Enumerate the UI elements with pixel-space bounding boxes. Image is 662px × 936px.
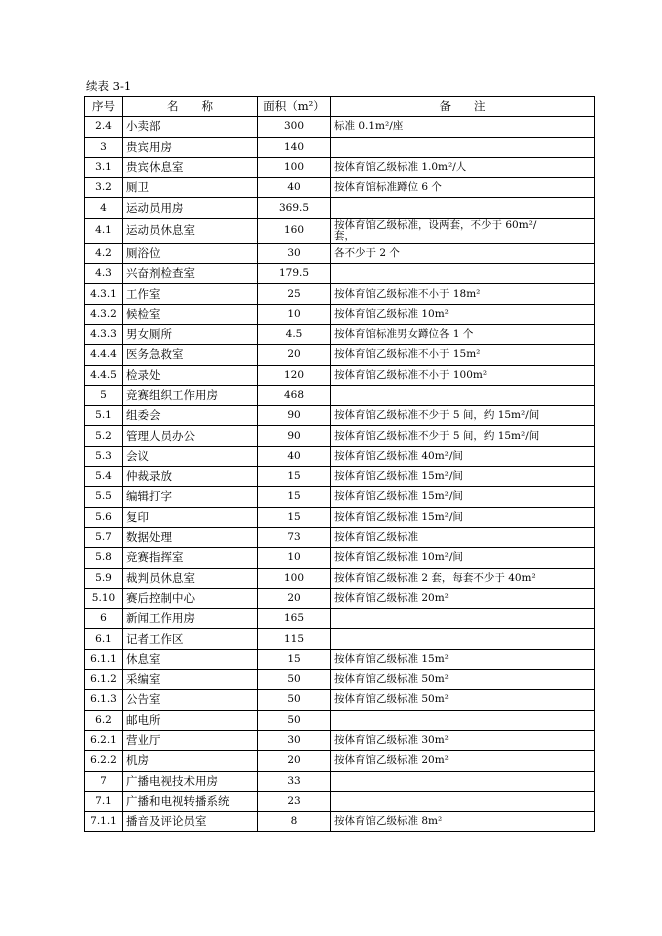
cell-note: 按体育馆乙级标准，设两套，不少于 60m²/ 套， bbox=[331, 218, 595, 243]
cell-area: 15 bbox=[258, 487, 331, 507]
cell-note bbox=[331, 137, 595, 157]
table-row bbox=[85, 812, 595, 832]
cell-note: 按体育馆乙级标准不小于 100m² bbox=[331, 365, 595, 385]
cell-area: 10 bbox=[258, 548, 331, 568]
table-row bbox=[85, 771, 595, 791]
cell-name: 医务急救室 bbox=[123, 345, 258, 365]
cell-no: 3 bbox=[85, 137, 123, 157]
table-row bbox=[85, 588, 595, 608]
table-row bbox=[85, 730, 595, 750]
cell-note: 按体育馆乙级标准不少于 5 间，约 15m²/间 bbox=[331, 406, 595, 426]
cell-name: 广播和电视转播系统 bbox=[123, 791, 258, 811]
cell-name: 运动员休息室 bbox=[123, 218, 258, 243]
cell-area: 23 bbox=[258, 791, 331, 811]
cell-name: 小卖部 bbox=[123, 117, 258, 137]
cell-note: 按体育馆标准男女蹲位各 1 个 bbox=[331, 324, 595, 344]
cell-note: 按体育馆乙级标准 50m² bbox=[331, 670, 595, 690]
cell-no: 7.1 bbox=[85, 791, 123, 811]
cell-no: 5.10 bbox=[85, 588, 123, 608]
header-note: 备 注 bbox=[331, 97, 595, 117]
cell-area: 40 bbox=[258, 446, 331, 466]
cell-area: 165 bbox=[258, 609, 331, 629]
cell-name: 贵宾用房 bbox=[123, 137, 258, 157]
cell-note: 按体育馆乙级标准 15m²/间 bbox=[331, 507, 595, 527]
cell-area: 4.5 bbox=[258, 324, 331, 344]
cell-no: 5.2 bbox=[85, 426, 123, 446]
header-name: 名 称 bbox=[123, 97, 258, 117]
header-area: 面积（m²） bbox=[258, 97, 331, 117]
cell-note: 标准 0.1m²/座 bbox=[331, 117, 595, 137]
table-row bbox=[85, 649, 595, 669]
cell-no: 5.7 bbox=[85, 527, 123, 547]
table-row bbox=[85, 264, 595, 284]
cell-no: 3.2 bbox=[85, 178, 123, 198]
cell-no: 6.2.1 bbox=[85, 730, 123, 750]
cell-name: 兴奋剂检查室 bbox=[123, 264, 258, 284]
table-row bbox=[85, 568, 595, 588]
table-row bbox=[85, 710, 595, 730]
cell-no: 5.8 bbox=[85, 548, 123, 568]
table-body bbox=[85, 117, 595, 832]
cell-name: 营业厅 bbox=[123, 730, 258, 750]
table-row bbox=[85, 609, 595, 629]
cell-name: 贵宾休息室 bbox=[123, 157, 258, 177]
cell-no: 2.4 bbox=[85, 117, 123, 137]
cell-area: 15 bbox=[258, 507, 331, 527]
room-area-table bbox=[84, 96, 595, 832]
cell-name: 组委会 bbox=[123, 406, 258, 426]
cell-no: 6.1.1 bbox=[85, 649, 123, 669]
cell-note bbox=[331, 791, 595, 811]
cell-name: 广播电视技术用房 bbox=[123, 771, 258, 791]
cell-name: 数据处理 bbox=[123, 527, 258, 547]
cell-area: 20 bbox=[258, 751, 331, 771]
cell-note: 按体育馆乙级标准 15m²/间 bbox=[331, 467, 595, 487]
table-row bbox=[85, 243, 595, 263]
table-row bbox=[85, 791, 595, 811]
table-row bbox=[85, 385, 595, 405]
cell-name: 管理人员办公 bbox=[123, 426, 258, 446]
table-row bbox=[85, 467, 595, 487]
table-row bbox=[85, 690, 595, 710]
cell-note: 按体育馆乙级标准 10m²/间 bbox=[331, 548, 595, 568]
cell-area: 15 bbox=[258, 467, 331, 487]
cell-area: 40 bbox=[258, 178, 331, 198]
table-row bbox=[85, 324, 595, 344]
cell-note: 按体育馆乙级标准 1.0m²/人 bbox=[331, 157, 595, 177]
cell-note: 按体育馆标准蹲位 6 个 bbox=[331, 178, 595, 198]
table-row bbox=[85, 629, 595, 649]
cell-no: 3.1 bbox=[85, 157, 123, 177]
cell-name: 竞赛组织工作用房 bbox=[123, 385, 258, 405]
cell-note: 按体育馆乙级标准不小于 15m² bbox=[331, 345, 595, 365]
cell-note: 按体育馆乙级标准 8m² bbox=[331, 812, 595, 832]
cell-area: 25 bbox=[258, 284, 331, 304]
table-row bbox=[85, 446, 595, 466]
cell-note: 按体育馆乙级标准 20m² bbox=[331, 751, 595, 771]
cell-note bbox=[331, 629, 595, 649]
table-row bbox=[85, 218, 595, 243]
cell-no: 5.6 bbox=[85, 507, 123, 527]
cell-name: 复印 bbox=[123, 507, 258, 527]
cell-name: 公告室 bbox=[123, 690, 258, 710]
cell-name: 厕浴位 bbox=[123, 243, 258, 263]
table-row bbox=[85, 304, 595, 324]
cell-name: 机房 bbox=[123, 751, 258, 771]
cell-name: 竞赛指挥室 bbox=[123, 548, 258, 568]
cell-note: 按体育馆乙级标准不少于 5 间，约 15m²/间 bbox=[331, 426, 595, 446]
cell-name: 男女厕所 bbox=[123, 324, 258, 344]
cell-area: 300 bbox=[258, 117, 331, 137]
cell-no: 7.1.1 bbox=[85, 812, 123, 832]
cell-name: 邮电所 bbox=[123, 710, 258, 730]
cell-note: 按体育馆乙级标准不小于 18m² bbox=[331, 284, 595, 304]
table-row bbox=[85, 487, 595, 507]
cell-no: 4.3 bbox=[85, 264, 123, 284]
cell-name: 休息室 bbox=[123, 649, 258, 669]
cell-name: 会议 bbox=[123, 446, 258, 466]
cell-note: 按体育馆乙级标准 10m² bbox=[331, 304, 595, 324]
cell-no: 6.1.3 bbox=[85, 690, 123, 710]
cell-name: 运动员用房 bbox=[123, 198, 258, 218]
cell-no: 5.5 bbox=[85, 487, 123, 507]
cell-no: 5 bbox=[85, 385, 123, 405]
header-no: 序号 bbox=[85, 97, 123, 117]
cell-area: 100 bbox=[258, 568, 331, 588]
cell-note: 按体育馆乙级标准 30m² bbox=[331, 730, 595, 750]
cell-note: 按体育馆乙级标准 15m²/间 bbox=[331, 487, 595, 507]
cell-area: 50 bbox=[258, 690, 331, 710]
cell-no: 6.2 bbox=[85, 710, 123, 730]
cell-area: 115 bbox=[258, 629, 331, 649]
cell-no: 6.2.2 bbox=[85, 751, 123, 771]
cell-no: 5.1 bbox=[85, 406, 123, 426]
table-row bbox=[85, 198, 595, 218]
cell-note bbox=[331, 710, 595, 730]
cell-name: 记者工作区 bbox=[123, 629, 258, 649]
cell-note bbox=[331, 385, 595, 405]
cell-no: 4.3.2 bbox=[85, 304, 123, 324]
cell-area: 179.5 bbox=[258, 264, 331, 284]
cell-no: 6.1.2 bbox=[85, 670, 123, 690]
cell-area: 50 bbox=[258, 670, 331, 690]
cell-name: 检录处 bbox=[123, 365, 258, 385]
cell-note bbox=[331, 771, 595, 791]
cell-area: 73 bbox=[258, 527, 331, 547]
cell-area: 10 bbox=[258, 304, 331, 324]
cell-area: 30 bbox=[258, 730, 331, 750]
table-row bbox=[85, 406, 595, 426]
table-row bbox=[85, 117, 595, 137]
table-row bbox=[85, 527, 595, 547]
cell-name: 新闻工作用房 bbox=[123, 609, 258, 629]
table-row bbox=[85, 426, 595, 446]
cell-area: 90 bbox=[258, 406, 331, 426]
cell-no: 4.2 bbox=[85, 243, 123, 263]
cell-area: 15 bbox=[258, 649, 331, 669]
cell-area: 369.5 bbox=[258, 198, 331, 218]
cell-area: 468 bbox=[258, 385, 331, 405]
cell-name: 采编室 bbox=[123, 670, 258, 690]
cell-no: 4.4.4 bbox=[85, 345, 123, 365]
cell-no: 5.3 bbox=[85, 446, 123, 466]
cell-note: 按体育馆乙级标准 15m² bbox=[331, 649, 595, 669]
cell-note: 各不少于 2 个 bbox=[331, 243, 595, 263]
table-row bbox=[85, 137, 595, 157]
cell-name: 候检室 bbox=[123, 304, 258, 324]
cell-area: 160 bbox=[258, 218, 331, 243]
table-row bbox=[85, 284, 595, 304]
cell-no: 6.1 bbox=[85, 629, 123, 649]
cell-name: 编辑打字 bbox=[123, 487, 258, 507]
cell-no: 4.4.5 bbox=[85, 365, 123, 385]
table-caption: 续表 3-1 bbox=[86, 79, 132, 93]
cell-note bbox=[331, 264, 595, 284]
cell-area: 140 bbox=[258, 137, 331, 157]
cell-area: 90 bbox=[258, 426, 331, 446]
cell-no: 5.9 bbox=[85, 568, 123, 588]
table-row bbox=[85, 548, 595, 568]
cell-area: 120 bbox=[258, 365, 331, 385]
table-row bbox=[85, 157, 595, 177]
table-row bbox=[85, 345, 595, 365]
cell-no: 4 bbox=[85, 198, 123, 218]
cell-note: 按体育馆乙级标准 20m² bbox=[331, 588, 595, 608]
cell-no: 4.1 bbox=[85, 218, 123, 243]
cell-area: 20 bbox=[258, 588, 331, 608]
cell-name: 厕卫 bbox=[123, 178, 258, 198]
cell-name: 裁判员休息室 bbox=[123, 568, 258, 588]
cell-name: 赛后控制中心 bbox=[123, 588, 258, 608]
cell-note: 按体育馆乙级标准 40m²/间 bbox=[331, 446, 595, 466]
table-row bbox=[85, 751, 595, 771]
cell-area: 33 bbox=[258, 771, 331, 791]
table-row bbox=[85, 178, 595, 198]
cell-no: 4.3.1 bbox=[85, 284, 123, 304]
cell-note: 按体育馆乙级标准 2 套，每套不少于 40m² bbox=[331, 568, 595, 588]
cell-no: 4.3.3 bbox=[85, 324, 123, 344]
table-row bbox=[85, 365, 595, 385]
cell-area: 20 bbox=[258, 345, 331, 365]
table-header-row bbox=[85, 97, 595, 117]
cell-note: 按体育馆乙级标准 bbox=[331, 527, 595, 547]
cell-name: 仲裁录放 bbox=[123, 467, 258, 487]
table-row bbox=[85, 670, 595, 690]
cell-no: 7 bbox=[85, 771, 123, 791]
cell-name: 播音及评论员室 bbox=[123, 812, 258, 832]
cell-area: 50 bbox=[258, 710, 331, 730]
table-row bbox=[85, 507, 595, 527]
cell-area: 8 bbox=[258, 812, 331, 832]
cell-note bbox=[331, 198, 595, 218]
cell-area: 30 bbox=[258, 243, 331, 263]
cell-no: 6 bbox=[85, 609, 123, 629]
cell-name: 工作室 bbox=[123, 284, 258, 304]
cell-no: 5.4 bbox=[85, 467, 123, 487]
cell-note bbox=[331, 609, 595, 629]
cell-area: 100 bbox=[258, 157, 331, 177]
cell-note: 按体育馆乙级标准 50m² bbox=[331, 690, 595, 710]
